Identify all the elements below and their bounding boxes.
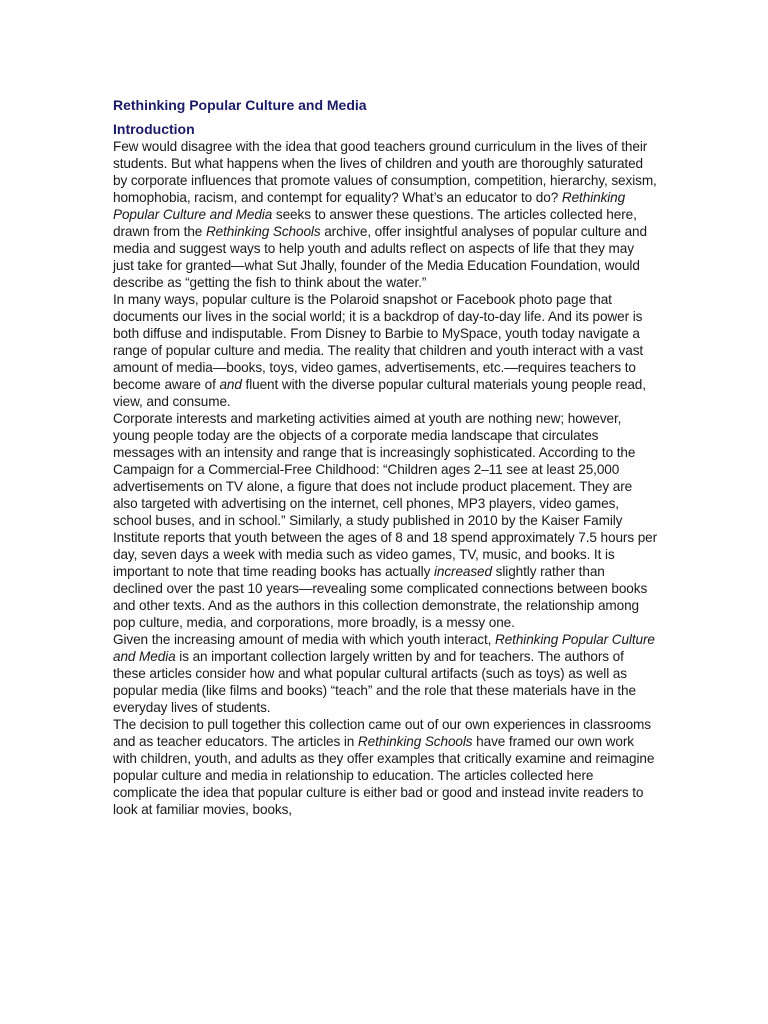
text-run: In many ways, popular culture is the Polaroid snapshot or Facebook photo page that documents our lives in the social world; it is a backdrop of day-to-day life. And its power is both diffuse and indisputable. From Disney to Barbie to MySpace, youth today navigate a range of popular culture and media. The reality that children and youth interact with a vast amount of media—books, toys, video games, advertisements, etc.—requires teachers to become aware of [113,292,644,392]
document-title: Rethinking Popular Culture and Media [113,97,367,113]
section-heading: Introduction [113,121,195,137]
text-run: slightly rather than declined over the past 10 years—revealing some complicated connections between books and other texts. And as the authors in this collection demonstrate, the relationship among pop culture, media, and corporations, more broadly, is a messy one. [113,564,648,630]
italic-text: increased [433,564,492,579]
text-run: archive, offer insightful analyses of popular culture and media and suggest ways to help youth and adults reflect on aspects of life that they may just take for granted—what Sut Jhally, founder of the Media Education Foundation, would describe as “getting the fish to think about the water.” [113,224,647,290]
paragraph [113,716,658,818]
document-page [113,96,658,818]
text-run: have framed our own work with children, youth, and adults as they offer examples that critically examine and reimagine popular culture and media in relationship to education. The articles collected here complicate the idea that popular culture is either bad or good and instead invite readers to look at familiar movies, books, [113,734,655,817]
text-run: Few would disagree with the idea that good teachers ground curriculum in the lives of their students. But what happens when the lives of children and youth are thoroughly saturated by corporate influences that promote values of consumption, competition, hierarchy, sexism, homophobia, racism, and contempt for equality? What’s an educator to do? [113,139,657,205]
italic-text: Rethinking Schools [357,734,473,749]
italic-text: Rethinking Popular Culture and Media [113,190,626,222]
italic-text: Rethinking Popular Culture and Media [113,632,655,664]
italic-text: and [219,377,242,392]
text-run: is an important collection largely written by and for teachers. The authors of these articles consider how and what popular cultural artifacts (such as toys) as well as popular media (like films and books) “teach” and the role that these materials have in the everyday lives of students. [113,649,636,715]
paragraph [113,291,658,410]
body-text [113,138,658,818]
paragraph [113,410,658,631]
text-run: The decision to pull together this collection came out of our own experiences in classrooms and as teacher educators. The articles in [113,717,651,749]
text-run: Given the increasing amount of media with which youth interact, [113,632,495,647]
paragraph [113,631,658,716]
text-run: Corporate interests and marketing activities aimed at youth are nothing new; however, young people today are the objects of a corporate media landscape that circulates messages with an intensity and range that is increasingly sophisticated. According to the Campaign for a Commercial-Free Childhood: “Children ages 2–11 see at least 25,000 advertisements on TV alone, a figure that does not include product placement. They are also targeted with advertising on the internet, cell phones, MP3 players, video games, school buses, and in school.” Similarly, a study published in 2010 by the Kaiser Family Institute reports that youth between the ages of 8 and 18 spend approximately 7.5 hours per day, seven days a week with media such as video games, TV, music, and books. It is important to note that time reading books has actually [113,411,658,579]
paragraph [113,138,658,291]
text-run: seeks to answer these questions. The articles collected here, drawn from the [113,207,637,239]
text-run: fluent with the diverse popular cultural materials young people read, view, and consume. [113,377,646,409]
italic-text: Rethinking Schools [205,224,321,239]
